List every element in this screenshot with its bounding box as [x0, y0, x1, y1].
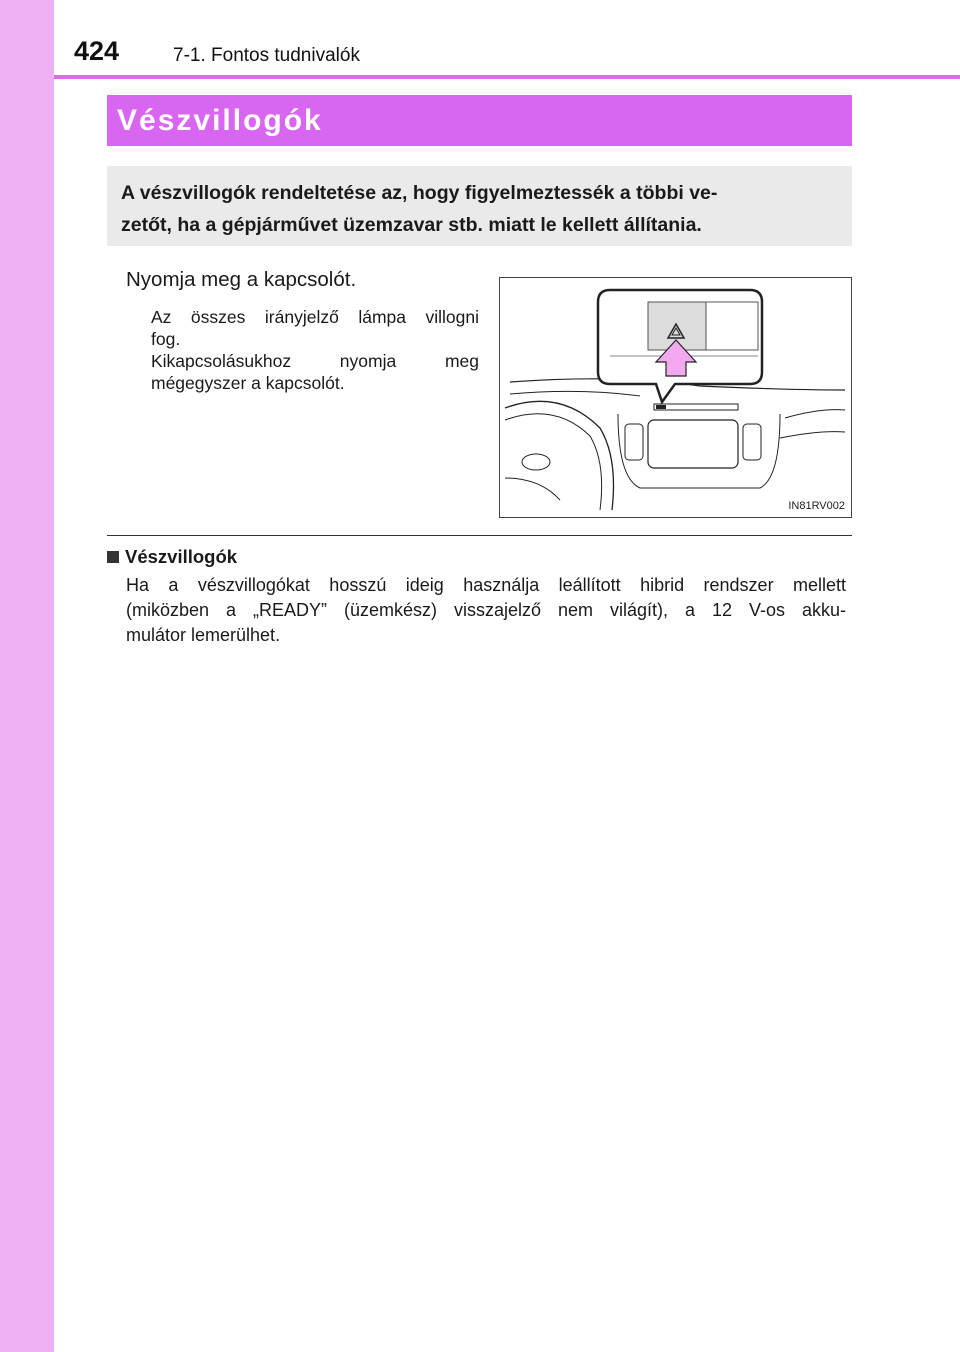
steering-wheel-inner	[505, 414, 602, 510]
figure-code: IN81RV002	[788, 500, 845, 512]
steering-wheel-rim	[505, 401, 614, 510]
dashboard-illustration	[499, 277, 852, 518]
left-vent	[625, 424, 643, 460]
step-instruction: Nyomja meg a kapcsolót.	[126, 268, 357, 291]
intro-box	[107, 166, 852, 246]
bullet-square-icon	[107, 551, 119, 563]
dash-line-right	[785, 410, 845, 418]
step-detail-line: Az összes irányjelző lámpa villogni	[151, 307, 479, 327]
center-screen	[648, 420, 738, 468]
right-vent	[743, 424, 761, 460]
note-heading	[107, 546, 237, 568]
dashboard-drawing	[500, 278, 851, 517]
step-detail-line: mégegyszer a kapcsolót.	[151, 373, 345, 393]
intro-line: zetőt, ha a gépjárművet üzemzavar stb. miatt le kellett állítania.	[121, 214, 702, 236]
chapter-title: 7-1. Fontos tudnivalók	[173, 45, 360, 66]
page-number: 424	[74, 36, 120, 66]
dash-line-right	[780, 432, 845, 438]
side-tab-band	[0, 0, 54, 1352]
switch-strip	[654, 404, 738, 410]
section-rule	[107, 535, 852, 536]
note-heading-text: Vészvillogók	[125, 546, 238, 567]
hazard-switch-small	[656, 405, 666, 409]
note-line: (miközben a „READY” (üzemkész) visszajelző nem világít), a 12 V-os akku-	[126, 600, 846, 620]
section-title-bar	[107, 95, 852, 146]
step-detail-line: Kikapcsolásukhoz nyomja meg	[151, 351, 479, 371]
dash-line	[510, 391, 640, 396]
header-rule	[54, 75, 960, 79]
note-body	[126, 573, 846, 648]
steering-button	[522, 454, 550, 470]
note-line: Ha a vészvillogókat hosszú ideig használja leállított hibrid rendszer mellett	[126, 575, 846, 595]
section-title: Vészvillogók	[117, 103, 323, 137]
step-detail	[151, 306, 479, 394]
intro-line: A vészvillogók rendeltetése az, hogy figyelmeztessék a többi ve-	[121, 182, 718, 204]
step-detail-line: fog.	[151, 329, 181, 349]
note-line: mulátor lemerülhet.	[126, 625, 281, 645]
steering-spoke	[505, 478, 560, 500]
